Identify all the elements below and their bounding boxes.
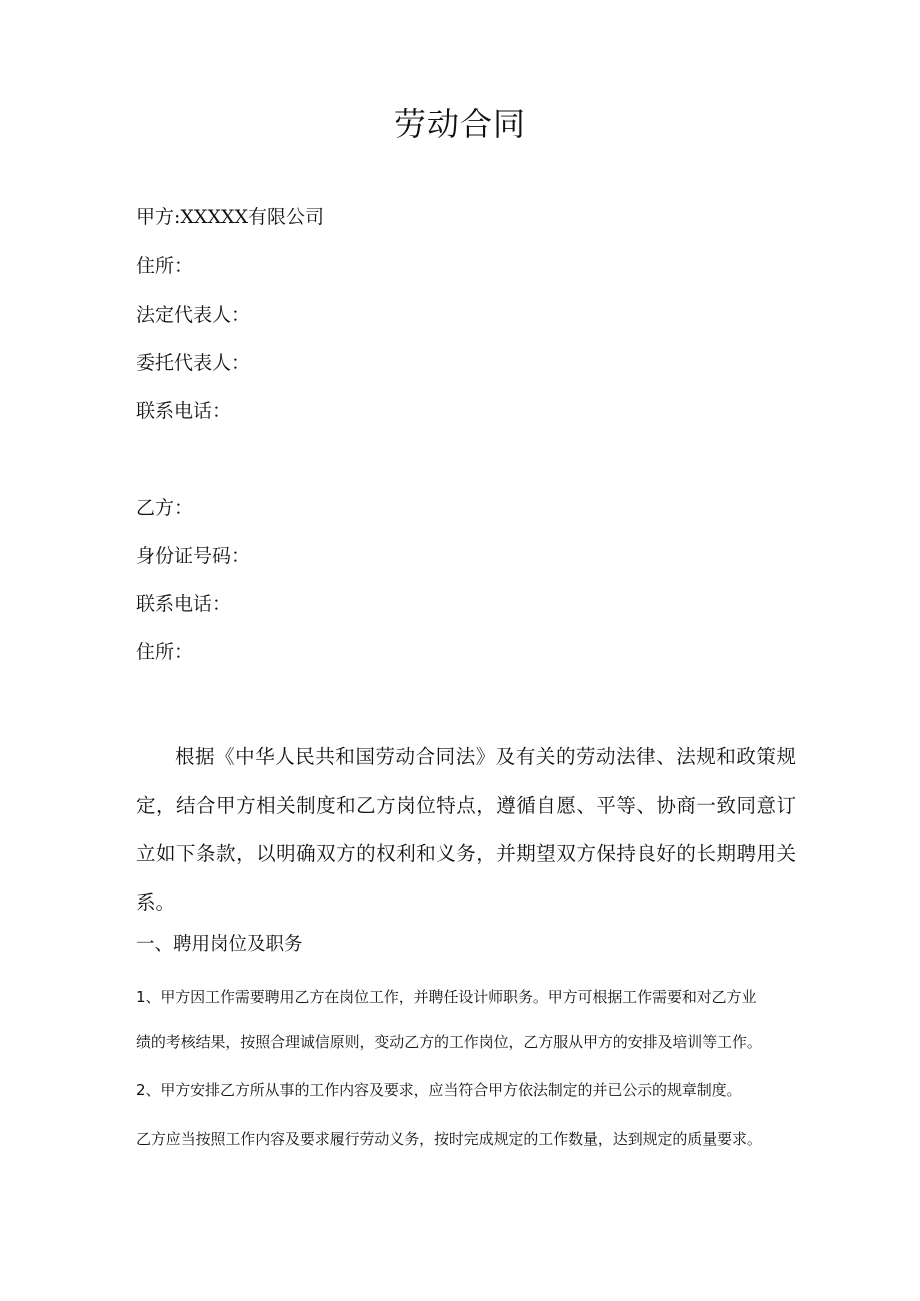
clause-2-line-1: 2、甲方安排乙方所从事的工作内容及要求，应当符合甲方依法制定的并已公示的规章制度。	[136, 1081, 742, 1099]
clause-1-line-2: 绩的考核结果，按照合理诚信原则，变动乙方的工作岗位，乙方服从甲方的安排及培训等工作。	[136, 1033, 762, 1051]
document-title: 劳动合同	[393, 105, 526, 143]
party-b-id-number: 身份证号码：	[136, 545, 251, 567]
party-b-address: 住所：	[136, 641, 194, 663]
party-a-legal-representative: 法定代表人：	[136, 304, 251, 326]
party-a-phone: 联系电话：	[136, 400, 232, 422]
party-b-phone: 联系电话：	[136, 593, 232, 615]
party-a-address: 住所：	[136, 255, 194, 277]
section-1-heading: 一、聘用岗位及职务	[136, 934, 303, 955]
party-a-name: 甲方:XXXXX有限公司	[136, 206, 325, 228]
clause-2-line-2: 乙方应当按照工作内容及要求履行劳动义务，按时完成规定的工作数量，达到规定的质量要求。	[136, 1130, 762, 1148]
clause-1-line-1: 1、甲方因工作需要聘用乙方在岗位工作，并聘任设计师职务。甲方可根据工作需要和对乙方业	[136, 988, 757, 1006]
preamble-paragraph: 根据《中华人民共和国劳动合同法》及有关的劳动法律、法规和政策规定，结合甲方相关制度和乙方岗位特点，遵循自愿、平等、协商一致同意订立如下条款，以明确双方的权利和义务，并期望双方保持良好的长期聘用关系。	[136, 745, 796, 914]
party-b-name: 乙方：	[136, 497, 194, 519]
party-a-entrusted-representative: 委托代表人：	[136, 352, 251, 374]
